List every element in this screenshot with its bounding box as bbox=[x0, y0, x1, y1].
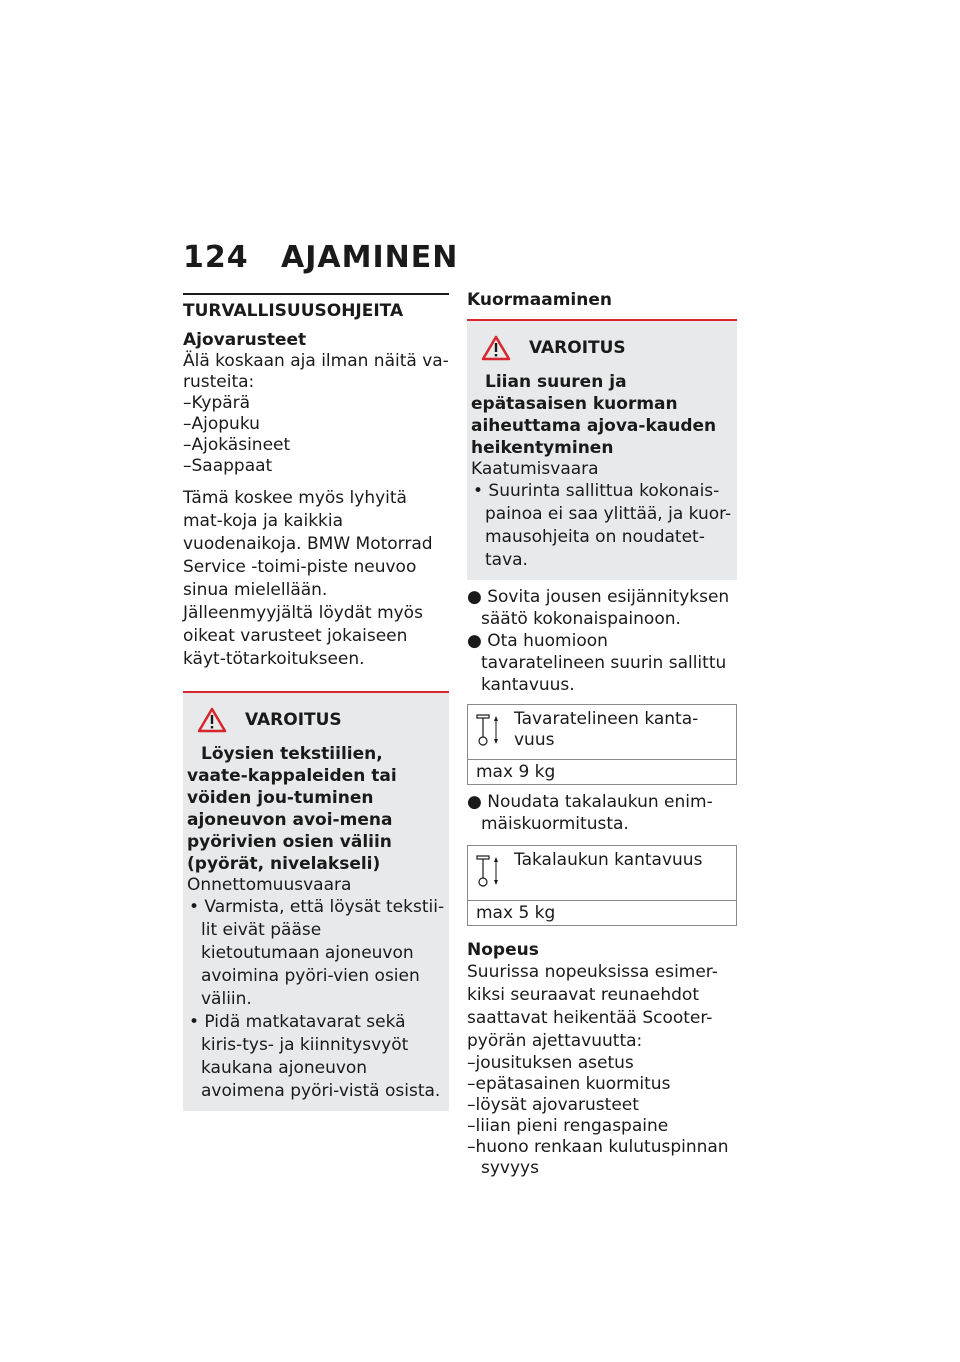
spec-table-rack bbox=[467, 704, 737, 785]
warning-title: VAROITUS bbox=[529, 337, 626, 358]
warning-bullet: • Suurinta sallittua kokonais-painoa ei saa ylittää, ja kuor-mausohjeita on noudatet-tava. bbox=[473, 481, 732, 570]
speed-heading: Nopeus bbox=[467, 940, 539, 960]
gear-heading: Ajovarusteet bbox=[183, 330, 307, 350]
load-weight-icon bbox=[475, 713, 501, 747]
warning-triangle-icon bbox=[197, 707, 227, 733]
warning-triangle-icon bbox=[481, 335, 511, 361]
warning-box-loading bbox=[467, 319, 737, 580]
spec-label: Tavaratelineen kanta-vuus bbox=[514, 709, 699, 750]
load-weight-icon bbox=[475, 854, 501, 888]
warning-bullet: • Varmista, että löysät tekstii-lit eivät pääse kietoutumaan ajoneuvon avoimina pyöri-vien osien väliin. bbox=[189, 897, 445, 1009]
warning-hazard: Onnettomuusvaara bbox=[187, 875, 352, 895]
gear-list bbox=[183, 393, 449, 477]
list-item: –epätasainen kuormitus bbox=[467, 1074, 671, 1094]
warning-text: Löysien tekstiilien, vaate-kappaleiden tai vöiden jou-tuminen ajoneuvon avoi-mena pyörivien osien väliin (pyörät, nivelakseli) bbox=[187, 744, 397, 874]
warning-header bbox=[481, 335, 733, 361]
warning-hazard: Kaatumisvaara bbox=[471, 459, 599, 479]
list-item: –Ajokäsineet bbox=[183, 435, 291, 455]
left-column bbox=[183, 293, 449, 1111]
list-item: –Saappaat bbox=[183, 456, 273, 476]
warning-header bbox=[197, 707, 445, 733]
loading-heading: Kuormaaminen bbox=[467, 290, 612, 310]
warning-title: VAROITUS bbox=[245, 709, 342, 730]
list-item: –jousituksen asetus bbox=[467, 1053, 634, 1073]
spec-table-topcase bbox=[467, 845, 737, 926]
page-number: 124 bbox=[183, 240, 249, 275]
right-column bbox=[467, 290, 737, 1179]
list-item: –liian pieni rengaspaine bbox=[467, 1116, 669, 1136]
warning-text: Liian suuren ja epätasaisen kuorman aiheuttama ajova-kauden heikentyminen bbox=[471, 372, 717, 458]
speed-list bbox=[467, 1053, 737, 1179]
gear-intro: Älä koskaan aja ilman näitä va-rusteita: bbox=[183, 351, 449, 392]
spec-value: max 9 kg bbox=[476, 762, 556, 782]
list-item: –löysät ajovarusteet bbox=[467, 1095, 639, 1115]
gear-paragraph: Tämä koskee myös lyhyitä mat-koja ja kaikkia vuodenaikoja. BMW Motorrad Service -toimi-piste neuvoo sinua mielellään. Jälleenmyyjältä löydät myös oikeat varusteet jokaiseen käyt-tötarkoitukseen. bbox=[183, 488, 433, 669]
speed-intro: Suurissa nopeuksissa esimer-kiksi seuraavat reunaehdot saattavat heikentää Scooter-pyörän ajettavuutta: bbox=[467, 962, 718, 1051]
section-title: TURVALLISUUSOHJEITA bbox=[183, 293, 449, 322]
spec-value: max 5 kg bbox=[476, 903, 556, 923]
list-item: –huono renkaan kulutuspinnan syvyys bbox=[467, 1137, 729, 1178]
warning-box-clothing bbox=[183, 691, 449, 1111]
chapter-title: AJAMINEN bbox=[281, 240, 459, 275]
spec-label: Takalaukun kantavuus bbox=[514, 850, 703, 870]
warning-bullet: • Pidä matkatavarat sekä kiris-tys- ja kiinnitysvyöt kaukana ajoneuvon avoimena pyöri-vistä osista. bbox=[189, 1012, 441, 1101]
list-item: –Ajopuku bbox=[183, 414, 260, 434]
step-item: ● Ota huomioon tavaratelineen suurin sallittu kantavuus. bbox=[467, 631, 727, 695]
step-item: ● Noudata takalaukun enim-mäiskuormitusta. bbox=[467, 792, 713, 834]
list-item: –Kypärä bbox=[183, 393, 251, 413]
step-item: ● Sovita jousen esijännityksen säätö kokonaispainoon. bbox=[467, 587, 730, 629]
